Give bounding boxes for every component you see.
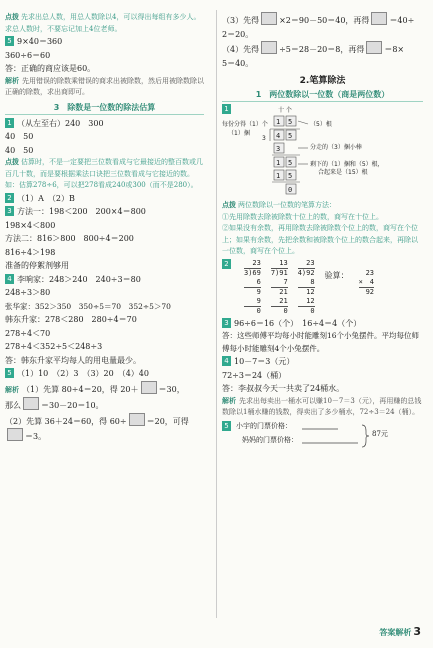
tip-text: ①先用除数去除被除数十位上的数，商写在十位上。 [222,212,383,221]
bracket-svg [300,419,420,449]
diagram-label: 妈妈的门票价格： [242,435,298,444]
answer-text: （从左至右）240 300 [17,118,104,128]
explanation-block [222,396,423,419]
digit: 5 [288,159,293,167]
diagram-label: 小宇的门票价格： [236,421,292,430]
calc-line: 13 [279,258,288,267]
blank-box [366,41,382,54]
check-multiplication [359,269,374,297]
question-number: 2 [5,193,14,203]
section-heading: 3 除数是一位数的除法估算 [5,102,204,115]
question-number: 1 [5,118,14,128]
blank-box [261,12,277,25]
diagram-label: 每份分得（1）个 [222,121,268,128]
calc-line: 0 [310,306,315,315]
explanation-line [222,12,423,28]
column-divider [216,10,217,618]
answer-line [5,273,204,287]
long-division-row [222,259,423,316]
digit: 5 [288,132,293,140]
explanation-label: 解析 [5,76,19,85]
diagram-label: 分走的（3）捆小棒 [310,144,362,151]
answer-line: 张华家：352＞350 350÷5＝70 352÷5＞70 [5,301,171,311]
explanation-text: （3）先得 [222,16,260,25]
explanation-text: ÷5＝28－20＝8，再得 [279,45,365,54]
question-number: 3 [5,206,14,216]
place-header: 十 个 [278,107,292,114]
section-heading: 1 两位数除以一位数（商是两位数） [222,89,423,102]
explanation-line [5,397,204,413]
footer [379,625,421,638]
diagram-label: 剩下的（1）捆和（5）根， [310,161,384,168]
calc-line: 0 [256,306,261,315]
explanation-line: 5＝40。 [222,58,254,68]
diagram-svg [222,104,422,200]
question-number: 5 [5,368,14,378]
question-number: 3 [222,318,231,328]
explanation-label: 解析 [5,385,19,394]
answer-line: 40 50 [5,132,34,141]
blank-box [23,397,39,410]
answer-line: 答：正确的商应该是60。 [5,64,96,73]
explanation-label: 解析 [222,396,236,405]
tip-label: 点拨 [5,158,19,166]
digit: 4 [276,132,281,140]
answer-line: 韩东升家：278＜280 280÷4＝70 [5,315,137,324]
answer-line: 72÷3＝24（桶） [222,370,287,380]
question-number: 5 [5,36,14,46]
answer-text: （1）A （2）B [17,193,75,203]
answer-line [5,367,204,381]
tip-block [222,200,423,212]
calc-line: 21 [271,297,288,307]
explanation-line [5,381,204,398]
answer-text: 96÷6＝16（个） 16÷4＝4（个） [234,318,362,328]
answer-line: 准备的停絮剂够用 [5,261,69,270]
explanation-block [5,76,204,99]
long-division [244,259,261,316]
explanation-line: 2＝20。 [222,29,254,39]
calc-line: 3)69 [244,268,261,277]
calc-line: 8 [298,278,315,288]
explanation-text: （1）先算 80÷4＝20，得 20＋ [22,384,139,394]
explanation-text: （2）先算 36＋24＝60，得 60÷ [5,416,127,426]
calc-line: 6 [244,278,261,288]
calc-line: 23 [365,268,375,277]
tip-label: 点拨 [222,201,236,209]
answer-line: 360÷6＝60 [5,50,51,60]
division-diagram [222,104,423,200]
diagram-label: 合起来是（15）根 [318,169,368,176]
calc-line: 4)92 [297,268,315,277]
calc-line: 9 [256,287,261,296]
digit: 3 [276,145,281,153]
calc-line: 23 [252,258,261,267]
diagram-label: （1）捆 [228,130,250,137]
answer-text: 答：这些师傅平均每小时能雕刻16个小兔摆件。平均每位师傅每小时能雕刻4个小兔摆件。 [222,331,420,353]
total-price: 87元 [372,429,388,438]
answer-line: 278÷4＜352÷5＜248÷3 [5,342,103,351]
divisor: 3 [262,135,266,142]
answer-text: （1）10 （2）3 （3）20 （4）40 [17,369,149,378]
explanation-text: 那么 [5,401,21,410]
question-number: 4 [222,356,231,366]
calc-line: 7 [271,278,288,288]
explanation-text: ＝30， [158,384,185,394]
calc-line: 9 [244,297,261,307]
answer-line: 40 50 [5,145,34,155]
diagram-label: （5）根 [310,121,332,128]
tip-text: 两位数除以一位数的笔算方法： [238,201,336,209]
answer-line: 248÷3＞80 [5,288,51,297]
digit: 1 [276,172,281,180]
explanation-text: ＝40÷ [389,16,415,25]
explanation-text: （4）先得 [222,45,260,54]
long-division [298,259,315,316]
footer-label: 答案解析 [379,628,412,637]
question-number: 2 [222,259,231,269]
answer-text: 10－7＝3（元） [234,357,295,366]
blank-box [261,41,277,54]
answer-line [5,117,204,131]
explanation-text: ＝3。 [25,432,47,441]
answer-text: 方法一：198＜200 200×4＝800 [17,207,146,216]
question-number: 5 [222,421,231,431]
page-number: 3 [413,625,421,638]
answer-line: 816÷4＞198 [5,247,56,257]
question-number: 1 [222,104,231,114]
left-column [0,0,212,444]
blank-box [129,413,145,426]
answer-line [222,317,423,331]
answer-line [5,205,204,219]
answer-line: 278÷4＜70 [5,328,51,338]
tip-label: 点拨 [5,13,19,21]
explanation-text: ＝8× [384,45,405,54]
calc-line: × 4 [358,277,375,286]
calc-line: 12 [298,297,315,307]
digit: 5 [288,118,293,126]
question-number: 4 [5,274,14,284]
tip-text: ②如果没有余数，再用除数去除被除数个位上的数，商写在个位上；如果有余数，先把余数和被除数个位上的数合起来，再除以一位数，商写在个位上。 [222,224,418,255]
answer-line [5,35,204,49]
ticket-diagram [222,419,423,449]
calc-line: 7)91 [270,268,288,277]
answer-text: 9×40＝360 [17,37,63,46]
answer-line [222,355,423,369]
tip-text: 先求出总人数，用总人数除以4，可以得出每组有多少人。求总人数时，不要忘记加上4位老师。 [5,13,201,33]
digit: 1 [276,159,281,167]
explanation-line [222,41,423,57]
calc-line: 12 [306,287,315,296]
blank-box [371,12,387,25]
answer-line: 方法二：816＞800 800÷4＝200 [5,234,134,243]
explanation-text: 先用错误的除数乘错误的商求出被除数，然后用被除数除以正确的除数，求出商即可。 [5,76,204,96]
chapter-title: 2.笔算除法 [299,76,346,86]
answer-line: 答：李叔叔今天一共卖了24桶水。 [222,384,345,393]
tip-block [5,157,204,192]
explanation-text: ＝20，可得 [146,416,189,426]
digit: 0 [288,186,293,194]
explanation-text: 先求出每卖出一桶水可以赚10－7＝3（元），再用赚的总钱数除以1桶水赚的钱数，得卖出了多少桶水，72÷3＝24（桶）。 [222,396,422,416]
answer-line: 答：韩东升家平均每人的用电量最少。 [5,355,141,365]
explanation-line [5,428,204,444]
blank-box [7,428,23,441]
blank-box [141,381,157,394]
digit: 1 [276,118,281,126]
check-label: 验算： [324,270,349,280]
calc-line: 92 [365,287,375,296]
calc-line: 23 [306,258,315,267]
tip-block [5,12,204,35]
explanation-text: ＝30－20＝10。 [41,401,104,410]
explanation-text: ×2＝90－50＝40，再得 [279,16,370,25]
long-division [271,259,288,316]
digit: 5 [288,172,293,180]
answer-line: 198×4＜800 [5,220,56,230]
tip-text: 估算时，不是一定要把三位数看成与它最接近的整百数或几百几十数，而是要根据乘法口诀把三位数看成与它接近的数。如：估算278÷6，可以把278看成240或300（而不是280）。 [5,158,203,189]
answer-text: 李响家：248＞240 240÷3＝80 [17,274,141,284]
answer-line [5,192,204,206]
explanation-line [5,413,204,429]
calc-line: 0 [283,306,288,315]
calc-line: 21 [279,287,288,296]
right-column [218,0,433,449]
